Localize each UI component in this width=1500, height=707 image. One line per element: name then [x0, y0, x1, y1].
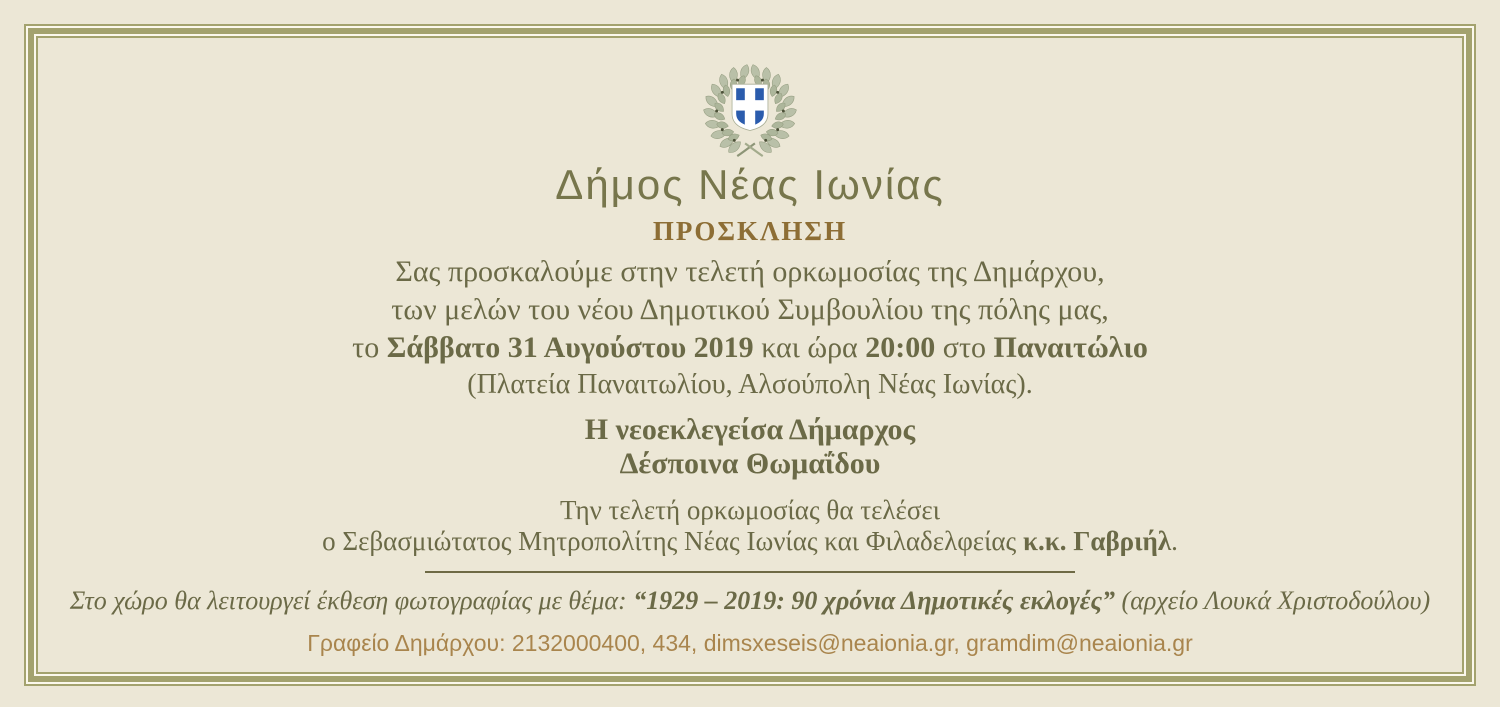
- divider-line: [425, 571, 1075, 573]
- body-line-2: των μελών του νέου Δημοτικού Συμβουλίου της πόλης μας,: [391, 293, 1109, 327]
- invitation-title: ΠΡΟΣΚΛΗΣΗ: [652, 216, 848, 247]
- wreath-stems: [737, 143, 763, 156]
- body-line-1: Σας προσκαλούμε στην τελετή ορκωμοσίας της Δημάρχου,: [395, 255, 1105, 289]
- metropolitan-name: κ.κ. Γαβριήλ: [1022, 526, 1172, 557]
- ceremony-line-1: Την τελετή ορκωμοσίας θα τελέσει: [559, 495, 940, 526]
- ceremony-line-2: [322, 526, 1178, 557]
- metropolitan-prefix: ο Σεβασμιώτατος Μητροπολίτης Νέας Ιωνίας και Φιλαδελφείας: [322, 526, 1023, 557]
- event-time: 20:00: [865, 331, 936, 365]
- event-venue: Παναιτώλιο: [993, 331, 1148, 365]
- mayor-office-contact: Γραφείο Δημάρχου: 2132000400, 434, dimsxeseis@neaionia.gr, gramdim@neaionia.gr: [307, 630, 1193, 657]
- venue-address: (Πλατεία Παναιτωλίου, Αλσούπολη Νέας Ιωνίας).: [467, 369, 1033, 401]
- cross-shield: [734, 86, 765, 128]
- body-line-3: [352, 329, 1148, 367]
- invitation-body: [352, 253, 1148, 403]
- exhibition-theme: “1929 – 2019: 90 χρόνια Δημοτικές εκλογές”: [633, 586, 1116, 616]
- exhibition-prefix: Στο χώρο θα λειτουργεί έκθεση φωτογραφίας με θέμα:: [69, 586, 634, 616]
- event-date: Σάββατο 31 Αυγούστου 2019: [386, 331, 754, 365]
- decorative-frame-outer: [24, 24, 1476, 686]
- invitation-content: [38, 38, 1462, 672]
- exhibition-note: [70, 585, 1430, 617]
- date-mid2: στο: [935, 331, 994, 365]
- decorative-frame-middle: [28, 28, 1472, 682]
- date-mid1: και ώρα: [753, 331, 866, 365]
- mayor-name-line: Δέσποινα Θωμαΐδου: [619, 447, 881, 481]
- decorative-frame-inner: [36, 36, 1464, 674]
- date-prefix: το: [352, 331, 387, 365]
- metropolitan-suffix: .: [1171, 526, 1178, 557]
- mayor-title-line: Η νεοεκλεγείσα Δήμαρχος: [584, 413, 916, 447]
- mayor-block: [585, 413, 915, 481]
- greek-coat-of-arms-icon: [700, 58, 800, 160]
- exhibition-suffix: (αρχείο Λουκά Χριστοδούλου): [1115, 586, 1431, 616]
- municipality-name: Δήμος Νέας Ιωνίας: [555, 161, 945, 208]
- ceremony-block: [322, 495, 1178, 557]
